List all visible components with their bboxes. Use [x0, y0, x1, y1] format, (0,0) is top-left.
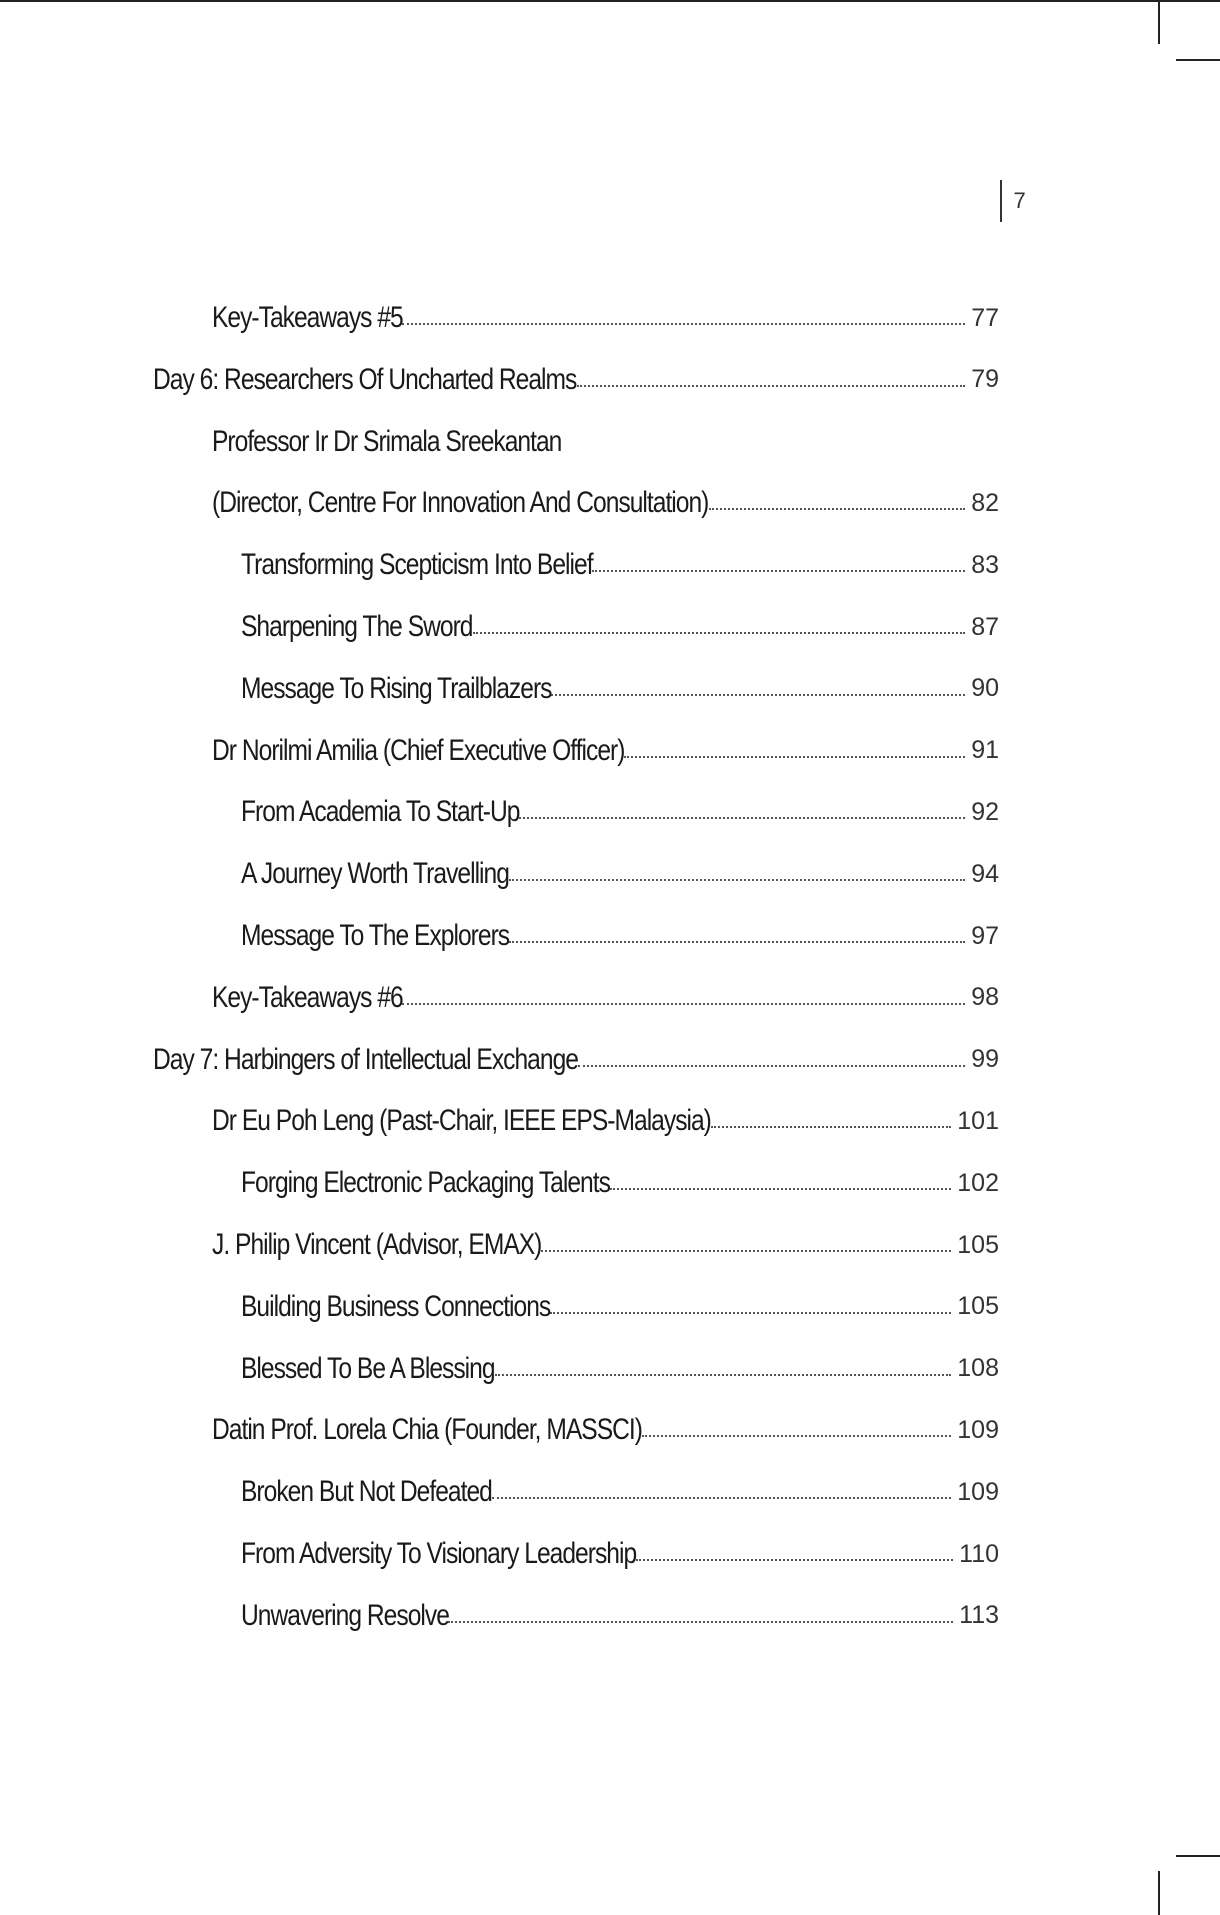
toc-entry-page-number: 92 — [971, 797, 999, 826]
crop-mark-top-right-vertical — [1158, 0, 1160, 44]
toc-entry-page-number: 105 — [957, 1230, 999, 1259]
toc-dot-leader — [551, 694, 965, 696]
crop-mark-top-right-horizontal — [1176, 59, 1220, 61]
toc-dot-leader — [495, 1374, 952, 1376]
toc-entry-page-number: 83 — [971, 550, 999, 579]
toc-entry-page-number: 108 — [957, 1354, 999, 1383]
toc-dot-leader — [519, 817, 965, 819]
toc-entry-line — [212, 1228, 957, 1262]
toc-entry[interactable] — [212, 472, 999, 534]
toc-dot-leader — [711, 1126, 951, 1128]
toc-entry[interactable] — [241, 1461, 999, 1523]
toc-entry-line — [212, 981, 971, 1015]
toc-entry-title: A Journey Worth Travelling — [241, 857, 509, 891]
toc-dot-leader — [624, 756, 965, 758]
toc-entry[interactable] — [241, 1338, 999, 1400]
toc-entry-page-number: 101 — [957, 1106, 999, 1135]
toc-entry-line — [241, 1475, 957, 1509]
toc-entry[interactable] — [212, 1214, 999, 1276]
toc-entry-line — [212, 1413, 957, 1447]
toc-dot-leader — [550, 1312, 951, 1314]
toc-entry-page-number: 94 — [971, 859, 999, 888]
toc-entry-page-number: 105 — [957, 1292, 999, 1321]
page-number-divider — [1000, 180, 1002, 222]
toc-entry-page-number: 102 — [957, 1168, 999, 1197]
toc-entry-title: Transforming Scepticism Into Belief — [241, 548, 593, 582]
toc-entry[interactable] — [212, 287, 999, 349]
toc-entry-page-number: 87 — [971, 612, 999, 641]
toc-entry-line — [241, 548, 971, 582]
toc-entry[interactable] — [212, 1399, 999, 1461]
toc-entry-line — [212, 486, 971, 520]
toc-dot-leader — [541, 1250, 951, 1252]
toc-entry-line — [241, 795, 971, 829]
toc-entry[interactable] — [241, 658, 999, 720]
toc-entry-title: From Adversity To Visionary Leadership — [241, 1537, 637, 1570]
toc-dot-leader — [578, 1065, 965, 1067]
toc-entry-line — [241, 857, 971, 891]
toc-entry-title: Dr Norilmi Amilia (Chief Executive Officer) — [212, 733, 625, 767]
toc-entry[interactable] — [212, 967, 999, 1029]
toc-entry-title: Broken But Not Defeated — [241, 1475, 492, 1509]
toc-dot-leader — [402, 1003, 965, 1005]
crop-mark-bottom-right-vertical — [1158, 1871, 1160, 1915]
toc-entry-page-number: 77 — [971, 303, 999, 332]
toc-entry[interactable] — [241, 1523, 999, 1585]
toc-entry-page-number: 109 — [957, 1477, 999, 1506]
toc-entry-title: Day 7: Harbingers of Intellectual Exchange — [153, 1042, 578, 1076]
toc-entry-title: Key-Takeaways #6 — [212, 980, 403, 1014]
toc-entry-line — [241, 1537, 959, 1571]
toc-entry-line — [212, 1104, 957, 1138]
toc-entry[interactable] — [241, 781, 999, 843]
toc-entry-title: Dr Eu Poh Leng (Past-Chair, IEEE EPS-Malaysia) — [212, 1104, 711, 1138]
toc-entry[interactable] — [241, 534, 999, 596]
toc-entry-title: From Academia To Start-Up — [241, 795, 520, 829]
toc-dot-leader — [636, 1559, 953, 1561]
toc-entry[interactable] — [241, 1585, 999, 1647]
toc-dot-leader — [473, 632, 965, 634]
toc-entry[interactable] — [241, 596, 999, 658]
toc-entry-line — [212, 425, 999, 459]
toc-dot-leader — [492, 1497, 951, 1499]
page-number: 7 — [1013, 188, 1026, 213]
toc-entry-page-number: 82 — [971, 488, 999, 517]
toc-entry-title: Forging Electronic Packaging Talents — [241, 1166, 610, 1200]
toc-entry-page-number: 99 — [971, 1045, 999, 1074]
toc-entry-page-number: 98 — [971, 983, 999, 1012]
toc-entry-title: Unwavering Resolve — [241, 1598, 449, 1632]
toc-dot-leader — [577, 385, 966, 387]
toc-entry[interactable] — [153, 1029, 999, 1091]
toc-entry-line — [241, 919, 971, 953]
toc-entry-title: Sharpening The Sword — [241, 610, 473, 643]
toc-entry[interactable] — [212, 720, 999, 782]
crop-mark-bottom-right-horizontal — [1176, 1855, 1220, 1857]
toc-entry-page-number: 110 — [959, 1539, 999, 1568]
toc-entry-title: Message To The Explorers — [241, 919, 510, 952]
toc-dot-leader — [509, 879, 966, 881]
toc-entry-line — [241, 1166, 957, 1200]
toc-entry-line — [153, 1043, 971, 1077]
toc-dot-leader — [402, 323, 965, 325]
toc-entry-line — [241, 1352, 957, 1386]
toc-entry[interactable] — [241, 843, 999, 905]
toc-dot-leader — [592, 570, 965, 572]
toc-entry-page-number: 90 — [971, 674, 999, 703]
toc-entry-title: Key-Takeaways #5 — [212, 301, 403, 334]
toc-entry-line — [241, 610, 971, 644]
toc-entry-title: Message To Rising Trailblazers — [241, 671, 552, 705]
toc-entry-title: Professor Ir Dr Srimala Sreekantan — [212, 424, 562, 458]
toc-dot-leader — [642, 1435, 951, 1437]
toc-entry-title: Blessed To Be A Blessing — [241, 1351, 495, 1385]
toc-dot-leader — [709, 508, 965, 510]
toc-entry[interactable] — [212, 1090, 999, 1152]
toc-dot-leader — [448, 1621, 953, 1623]
crop-mark-top-line — [0, 0, 1220, 2]
toc-entry[interactable] — [241, 1152, 999, 1214]
toc-entry-line — [212, 301, 971, 335]
toc-entry[interactable] — [153, 349, 999, 411]
toc-entry-page-number: 91 — [971, 736, 999, 765]
toc-entry-line — [212, 734, 971, 768]
toc-entry-line — [153, 363, 971, 397]
toc-entry-line — [241, 1599, 959, 1633]
toc-entry-line — [241, 1290, 957, 1324]
toc-entry[interactable] — [212, 411, 999, 473]
toc-entry-title: Datin Prof. Lorela Chia (Founder, MASSCI) — [212, 1413, 642, 1447]
toc-entry[interactable] — [241, 905, 999, 967]
toc-dot-leader — [610, 1188, 952, 1190]
toc-entry-title: Building Business Connections — [241, 1289, 551, 1323]
toc-entry-page-number: 97 — [971, 921, 999, 950]
toc-entry-page-number: 79 — [971, 365, 999, 394]
toc-entry-title: Day 6: Researchers Of Uncharted Realms — [153, 362, 577, 396]
toc-entry-page-number: 109 — [957, 1415, 999, 1444]
toc-entry-page-number: 113 — [959, 1601, 999, 1630]
toc-entry-title: J. Philip Vincent (Advisor, EMAX) — [212, 1228, 542, 1261]
toc-entry-title: (Director, Centre For Innovation And Consultation) — [212, 486, 709, 520]
toc-entry[interactable] — [241, 1276, 999, 1338]
page-number-block — [1000, 180, 1026, 222]
toc-entry-line — [241, 672, 971, 706]
toc-dot-leader — [509, 941, 965, 943]
